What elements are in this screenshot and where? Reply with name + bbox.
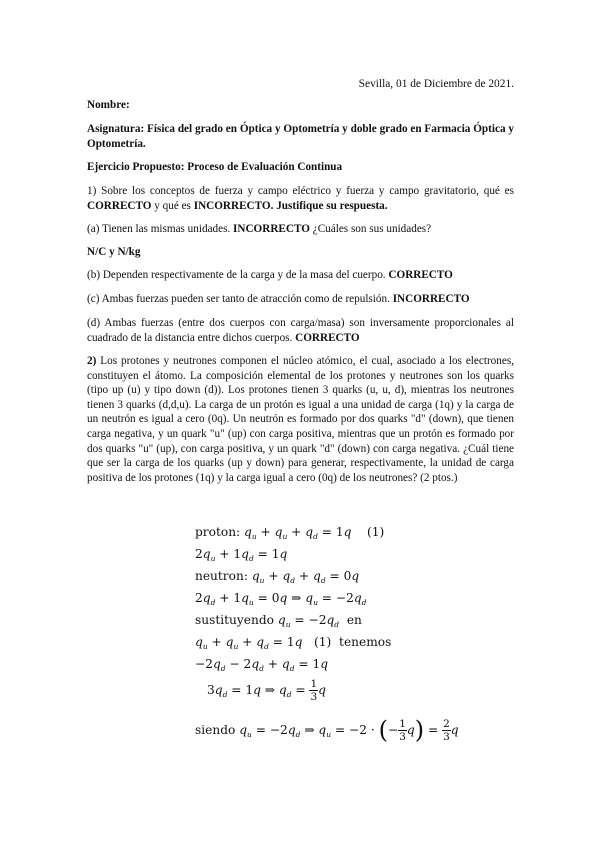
eq-expanded: $-2q_d - 2q_d + q_d = 1q$ bbox=[195, 657, 329, 673]
name-label: Nombre: bbox=[87, 99, 130, 111]
eq-substitution: sustituyendo $q_u = -2q_d$ en bbox=[195, 613, 362, 629]
eq-qd-result: $3q_d = 1q$ ⇒ $q_d$ = $\frac{1}{3}$ q bbox=[207, 678, 326, 703]
answer-d-text: (d) Ambas fuerzas (entre dos cuerpos con carga/masa) son inversamente proporcionales al cuadrado de la distancia entre dichos cuerpos. bbox=[87, 317, 514, 344]
question-1-intro bbox=[87, 184, 514, 213]
course-heading: Asignatura: Física del grado en Óptica y Optometría y doble grado en Farmacia Óptica y Optometría. bbox=[87, 123, 514, 150]
answer-b-verdict: CORRECTO bbox=[388, 269, 453, 281]
q1-intro-text: 1) Sobre los conceptos de fuerza y campo eléctrico y fuerza y campo gravitatorio, qué es bbox=[87, 185, 514, 197]
eq-neutron: neutron: $q_u + q_d + q_d = 0q$ bbox=[195, 569, 360, 585]
answer-a bbox=[87, 222, 514, 237]
eq-qu-result: siendo $q_u = -2q_d$ ⇒ $q_u = -2$ · (− $\frac{1}{3}$ q) = $\frac{2}{3}$ q bbox=[195, 716, 459, 744]
q1-intro-text-2: y qué es bbox=[151, 199, 194, 212]
answer-a-verdict: INCORRECTO bbox=[233, 223, 310, 235]
answer-a-question: ¿Cuáles son sus unidades? bbox=[309, 223, 432, 235]
eq-neutron-simplified: $2q_d + 1q_u = 0q$ ⇒ $q_u = -2q_d$ bbox=[195, 591, 367, 607]
document-date: Sevilla, 01 de Diciembre de 2021. bbox=[358, 78, 514, 90]
answer-c bbox=[87, 292, 514, 307]
eq-proton: proton: $q_u + q_u + q_d = 1q$ (1) bbox=[195, 525, 385, 541]
answer-d-verdict: CORRECTO bbox=[295, 331, 360, 344]
answer-b-text: (b) Dependen respectivamente de la carga y de la masa del cuerpo. bbox=[87, 269, 389, 281]
units-answer: N/C y N/kg bbox=[87, 246, 141, 258]
answer-d bbox=[87, 316, 514, 345]
q1-correcto-word: CORRECTO bbox=[87, 199, 152, 212]
eq-substitution-target: $q_u + q_u + q_d = 1q$ (1) tenemos bbox=[195, 635, 392, 651]
answer-a-text: (a) Tienen las mismas unidades. bbox=[87, 223, 234, 235]
question-2-text: Los protones y neutrones componen el núcleo atómico, el cual, asociado a los electrones, constituyen el átomo. La composición elemental de los protones y neutrones son los quarks (tipo up (u) y tipo down (d)). Los protones tienen 3 quarks (u, u, d), mientras los neutrones tienen 3 quarks (d,d,u). La carga de un protón es igual a una unidad de carga (1q) y la carga de un neutrón es igual a cero (0q). Un neutrón es formado por dos quarks "d" (down), que tienen carga negativa, y un quark "u" (up) con carga positiva, mientras que un protón es formado por dos quarks "u" (up), con carga positiva, y un quark "d" (down) con carga negativa. ¿Cuál tiene que ser la carga de los quarks (up y down) para generar, respectivamente, la unidad de carga positiva de los protones (1q) y la carga igual a cero (0q) de los neutrones? (2 ptos.) bbox=[87, 355, 514, 484]
answer-c-text: (c) Ambas fuerzas pueden ser tanto de atracción como de repulsión. bbox=[87, 293, 393, 305]
question-2-number: 2) bbox=[87, 355, 97, 367]
exercise-heading: Ejercicio Propuesto: Proceso de Evaluación Continua bbox=[87, 161, 343, 173]
q1-incorrecto-justify: INCORRECTO. Justifique su respuesta. bbox=[193, 199, 388, 212]
question-2 bbox=[87, 354, 514, 485]
eq-proton-simplified: $2q_u + 1q_d = 1q$ bbox=[195, 547, 288, 563]
answer-c-verdict: INCORRECTO bbox=[392, 293, 470, 305]
answer-b bbox=[87, 268, 514, 283]
